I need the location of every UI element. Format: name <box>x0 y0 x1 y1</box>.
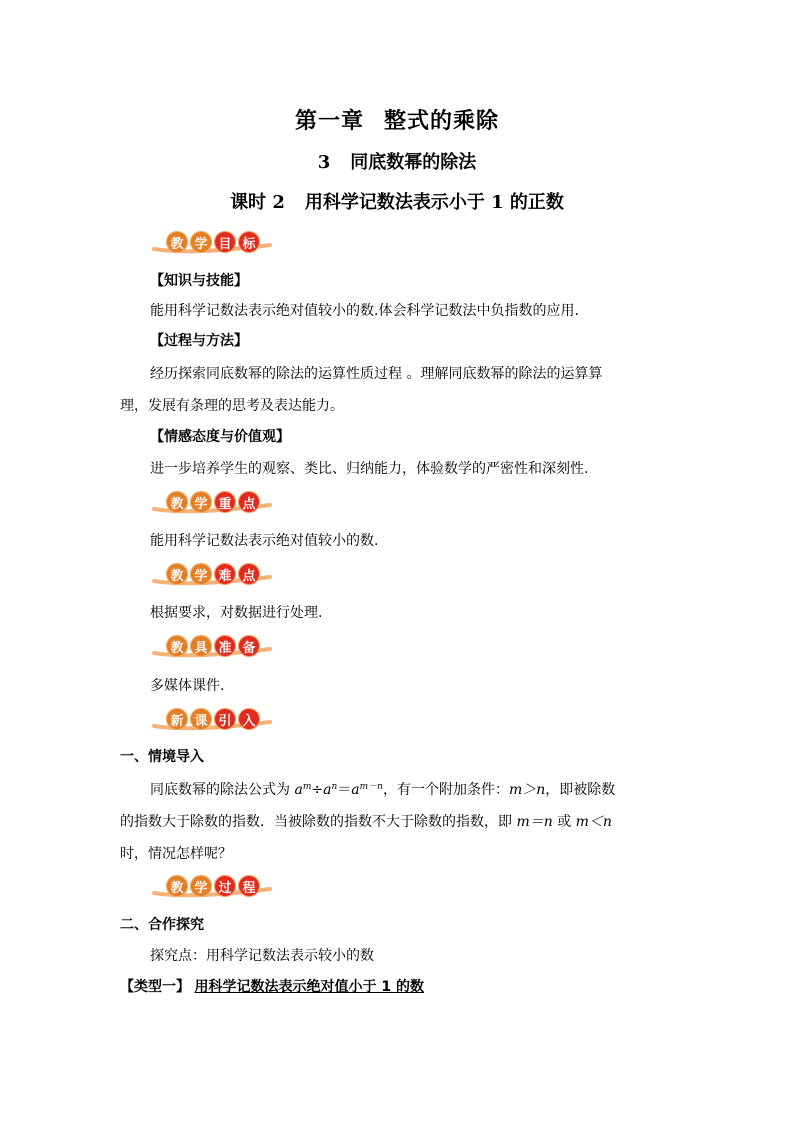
badge-char: 教 <box>166 635 188 657</box>
intro-text: 或 <box>552 814 576 830</box>
less-case-formula: m＜n <box>575 814 612 830</box>
condition-formula: m＞n <box>508 782 546 798</box>
formula-base: a <box>294 782 303 798</box>
type-one-line <box>120 976 424 996</box>
formula-exponent: m <box>302 782 312 792</box>
intro-line-3: 时，情况怎样呢？ <box>120 846 232 862</box>
badge-char: 过 <box>214 875 236 897</box>
badge-char: 标 <box>238 231 260 253</box>
badge-char: 教 <box>166 231 188 253</box>
intro-text: 的指数大于除数的指数．当被除数的指数不大于除数的指数，即 <box>120 814 517 830</box>
badge-difficulties <box>152 562 262 586</box>
badge-char: 点 <box>238 563 260 585</box>
intro-text: 同底数幂的除法公式为 <box>150 782 295 798</box>
badge-char: 引 <box>214 708 236 730</box>
badge-key-points <box>152 490 262 514</box>
process-method-text-1: 经历探索同底数幂的除法的运算性质过程 。理解同底数幂的除法的运算算 <box>150 366 603 382</box>
formula-exponent: m－n <box>359 782 383 792</box>
badge-char: 程 <box>238 875 260 897</box>
intro-line-1 <box>150 779 615 799</box>
badge-teaching-objectives <box>152 230 262 254</box>
formula-base: a <box>323 782 332 798</box>
knowledge-heading: 【知识与技能】 <box>150 273 248 289</box>
badge-char: 教 <box>166 563 188 585</box>
badge-new-lesson-intro <box>152 707 262 731</box>
badge-teaching-tools <box>152 634 262 658</box>
badge-char: 准 <box>214 635 236 657</box>
badge-char: 课 <box>190 708 212 730</box>
lesson-number: 课时 2 <box>230 192 285 213</box>
emotion-text: 进一步培养学生的观察、类比、归纳能力，体验数学的严密性和深刻性. <box>150 461 589 477</box>
lesson-title <box>0 188 794 214</box>
badge-teaching-process <box>152 874 262 898</box>
badge-char: 教 <box>166 491 188 513</box>
badge-char: 学 <box>190 563 212 585</box>
type-title: 用科学记数法表示绝对值小于 1 的数 <box>194 979 424 995</box>
badge-char: 具 <box>190 635 212 657</box>
section-title <box>0 148 794 174</box>
badge-char: 入 <box>238 708 260 730</box>
formula-operator: ＝ <box>337 782 352 798</box>
process-heading: 二、合作探究 <box>120 917 204 933</box>
intro-text: ，有一个附加条件： <box>382 782 509 798</box>
chapter-number: 第一章 <box>294 108 364 134</box>
badge-char: 难 <box>214 563 236 585</box>
chapter-title <box>0 104 794 135</box>
formula-base: a <box>351 782 360 798</box>
knowledge-text: 能用科学记数法表示绝对值较小的数.体会科学记数法中负指数的应用. <box>150 303 579 319</box>
badge-char: 教 <box>166 875 188 897</box>
intro-line-2 <box>120 811 612 831</box>
badge-char: 点 <box>238 491 260 513</box>
formula-exponent: n <box>331 782 338 792</box>
badge-char: 重 <box>214 491 236 513</box>
badge-char: 学 <box>190 491 212 513</box>
intro-heading: 一、情境导入 <box>120 749 204 765</box>
process-method-heading: 【过程与方法】 <box>150 333 248 349</box>
intro-text: ，即被除数 <box>545 782 616 798</box>
explore-point: 探究点：用科学记数法表示较小的数 <box>150 948 374 964</box>
badge-char: 目 <box>214 231 236 253</box>
formula-operator: ÷ <box>311 782 324 798</box>
badge-char: 学 <box>190 231 212 253</box>
section-number: 3 <box>317 152 331 173</box>
badge-char: 备 <box>238 635 260 657</box>
chapter-name: 整式的乘除 <box>384 108 500 134</box>
difficulties-text: 根据要求，对数据进行处理. <box>150 605 323 621</box>
lesson-name: 用科学记数法表示小于 1 的正数 <box>304 192 564 213</box>
equal-case-formula: m＝n <box>516 814 553 830</box>
process-method-text-2: 理，发展有条理的思考及表达能力。 <box>120 398 344 414</box>
emotion-heading: 【情感态度与价值观】 <box>150 429 290 445</box>
tools-text: 多媒体课件. <box>150 678 225 694</box>
section-name: 同底数幂的除法 <box>350 152 477 173</box>
badge-char: 新 <box>166 708 188 730</box>
type-label: 【类型一】 <box>120 979 190 995</box>
badge-char: 学 <box>190 875 212 897</box>
key-points-text: 能用科学记数法表示绝对值较小的数. <box>150 533 379 549</box>
